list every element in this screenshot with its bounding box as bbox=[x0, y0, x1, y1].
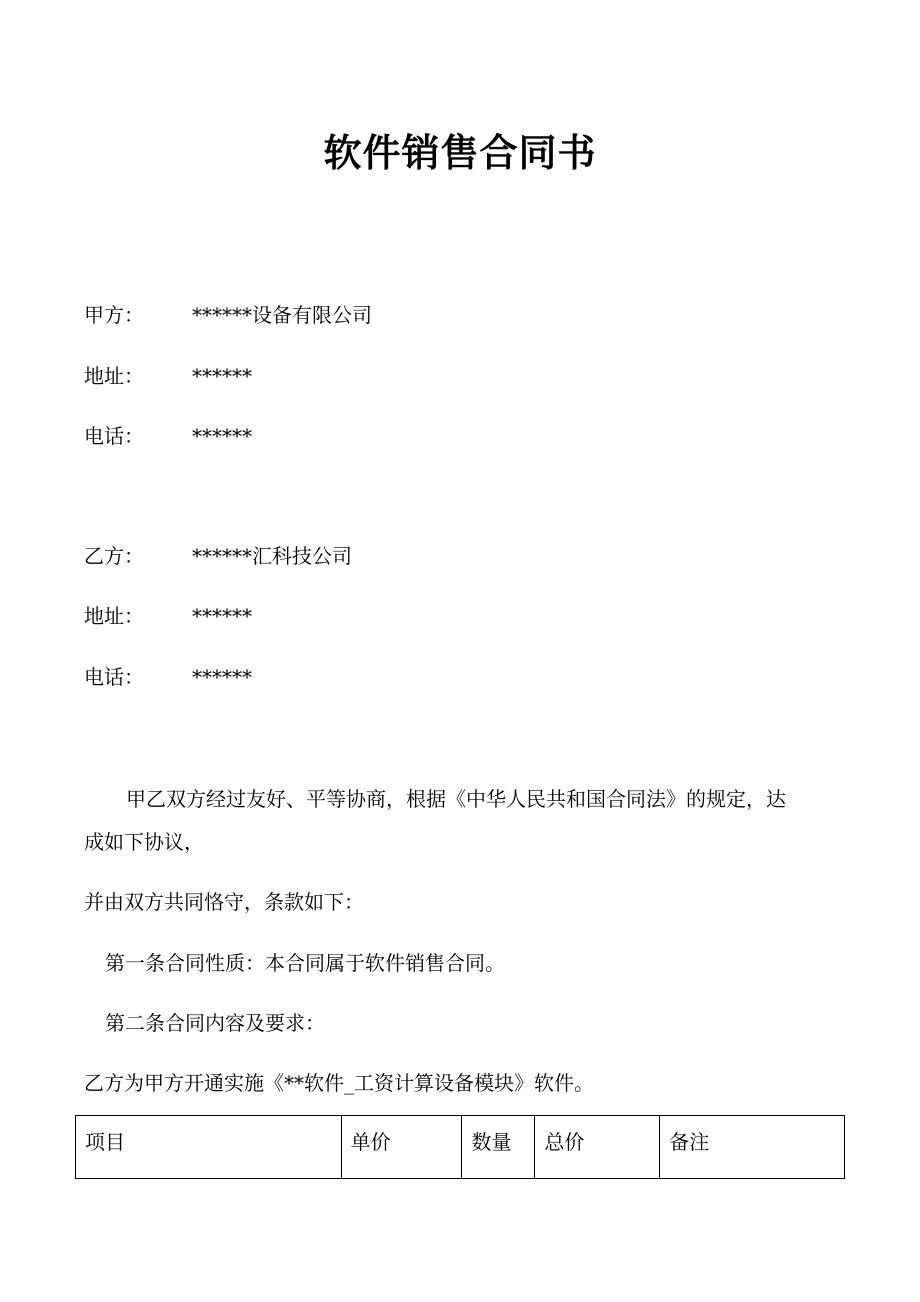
contract-title: 软件销售合同书 bbox=[323, 131, 597, 175]
party-b-phone-label: 电话： bbox=[84, 665, 144, 689]
header-quantity: 数量 bbox=[462, 1116, 535, 1179]
party-a-phone-label: 电话： bbox=[84, 424, 144, 448]
party-a-address-row bbox=[84, 361, 252, 391]
table-header-row bbox=[76, 1116, 845, 1179]
header-total-price: 总价 bbox=[535, 1116, 660, 1179]
party-b-address-row bbox=[84, 601, 252, 631]
party-b-name-row bbox=[84, 541, 352, 571]
intro-paragraph-line2: 成如下协议， bbox=[84, 830, 204, 854]
items-table bbox=[75, 1115, 845, 1179]
party-a-phone-row bbox=[84, 421, 252, 451]
party-b-phone: ****** bbox=[192, 665, 252, 689]
header-remarks: 备注 bbox=[660, 1116, 845, 1179]
party-a-address-label: 地址： bbox=[84, 364, 144, 388]
party-a-phone: ****** bbox=[192, 424, 252, 448]
party-b-phone-row bbox=[84, 662, 252, 692]
party-a-name-row bbox=[84, 300, 372, 330]
clause-1: 第一条合同性质：本合同属于软件销售合同。 bbox=[105, 951, 505, 975]
party-a-label: 甲方： bbox=[84, 303, 144, 327]
clause-2-detail: 乙方为甲方开通实施《**软件_工资计算设备模块》软件。 bbox=[84, 1071, 594, 1095]
party-b-name: ******汇科技公司 bbox=[192, 544, 352, 568]
intro-paragraph-line3: 并由双方共同恪守，条款如下： bbox=[84, 890, 364, 914]
party-b-address: ****** bbox=[192, 604, 252, 628]
clause-2: 第二条合同内容及要求： bbox=[105, 1011, 325, 1035]
party-a-address: ****** bbox=[192, 364, 252, 388]
party-b-label: 乙方： bbox=[84, 544, 144, 568]
party-a-name: ******设备有限公司 bbox=[192, 303, 372, 327]
party-b-address-label: 地址： bbox=[84, 604, 144, 628]
header-item: 项目 bbox=[76, 1116, 342, 1179]
intro-paragraph-line1: 甲乙双方经过友好、平等协商，根据《中华人民共和国合同法》的规定，达 bbox=[126, 787, 786, 811]
header-unit-price: 单价 bbox=[341, 1116, 462, 1179]
